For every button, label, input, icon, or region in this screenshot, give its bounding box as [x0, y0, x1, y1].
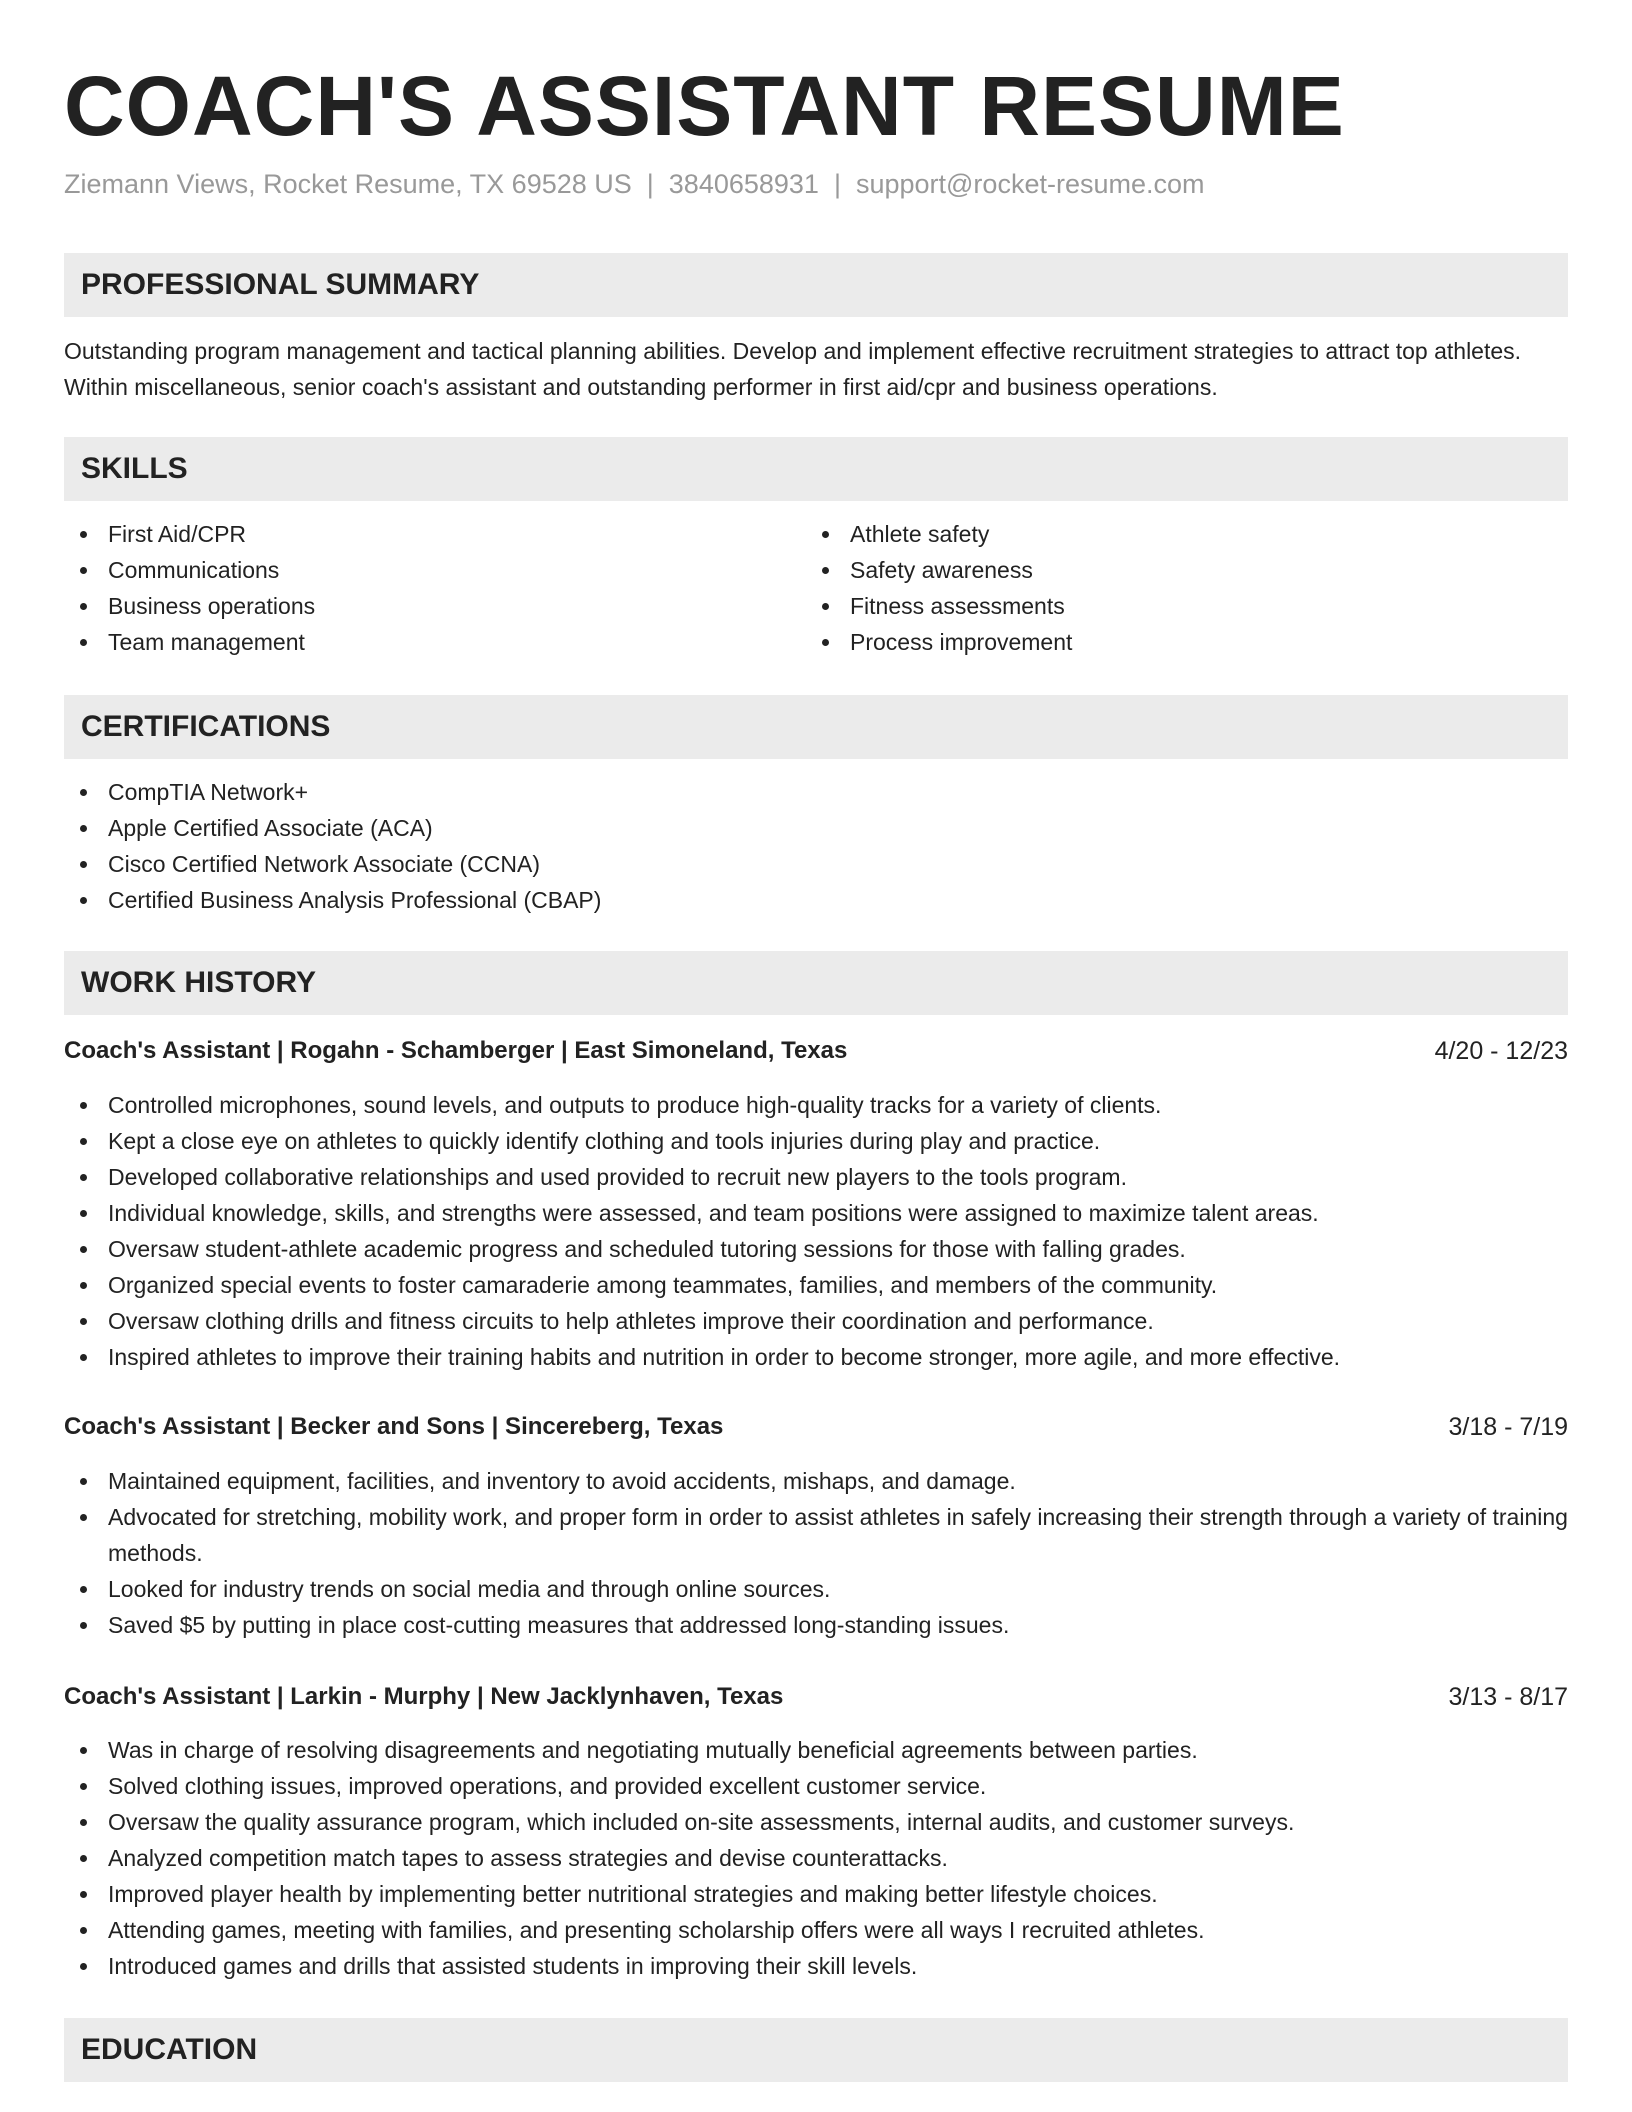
- job-bullet: Introduced games and drills that assisted students in improving their skill levels.: [64, 1948, 1568, 1984]
- job-dates: 3/13 - 8/17: [1448, 1683, 1568, 1711]
- contact-address: Ziemann Views, Rocket Resume, TX 69528 US: [64, 169, 632, 199]
- resume-title: COACH'S ASSISTANT RESUME: [64, 59, 1345, 153]
- section-header-summary: PROFESSIONAL SUMMARY: [64, 253, 1568, 317]
- job-bullet: Oversaw clothing drills and fitness circuits to help athletes improve their coordination and performance.: [64, 1303, 1568, 1339]
- job-bullet: Individual knowledge, skills, and strengths were assessed, and team positions were assigned to maximize talent areas.: [64, 1195, 1568, 1231]
- contact-email: support@rocket-resume.com: [855, 169, 1205, 199]
- job-dates: 4/20 - 12/23: [1434, 1037, 1568, 1065]
- job-bullet: Controlled microphones, sound levels, and outputs to produce high-quality tracks for a variety of clients.: [64, 1087, 1568, 1123]
- contact-line: [64, 166, 1205, 202]
- skill-item: Process improvement: [806, 624, 1506, 660]
- job-bullets: [64, 1463, 1568, 1643]
- skills-list-left: [64, 516, 764, 660]
- job-bullet: Maintained equipment, facilities, and inventory to avoid accidents, mishaps, and damage.: [64, 1463, 1568, 1499]
- job-bullet: Looked for industry trends on social media and through online sources.: [64, 1571, 1568, 1607]
- job-bullet: Solved clothing issues, improved operations, and provided excellent customer service.: [64, 1768, 1568, 1804]
- job-bullet: Was in charge of resolving disagreements and negotiating mutually beneficial agreements between parties.: [64, 1732, 1568, 1768]
- job-bullet: Analyzed competition match tapes to assess strategies and devise counterattacks.: [64, 1840, 1568, 1876]
- section-header-work-history: WORK HISTORY: [64, 951, 1568, 1015]
- skill-item: First Aid/CPR: [64, 516, 764, 552]
- job-bullet: Oversaw the quality assurance program, which included on-site assessments, internal audits, and customer surveys.: [64, 1804, 1568, 1840]
- section-header-skills: SKILLS: [64, 437, 1568, 501]
- certifications-list: [64, 774, 1568, 918]
- job-title: Coach's Assistant | Becker and Sons | Sincereberg, Texas: [64, 1413, 724, 1440]
- skill-item: Athlete safety: [806, 516, 1506, 552]
- skill-item: Fitness assessments: [806, 588, 1506, 624]
- contact-phone: 3840658931: [668, 169, 819, 199]
- job-bullet: Developed collaborative relationships and used provided to recruit new players to the tools program.: [64, 1159, 1568, 1195]
- skill-item: Communications: [64, 552, 764, 588]
- job-dates: 3/18 - 7/19: [1448, 1413, 1568, 1441]
- contact-separator: |: [833, 169, 841, 199]
- contact-separator: |: [646, 169, 654, 199]
- job-bullet: Inspired athletes to improve their training habits and nutrition in order to become stronger, more agile, and more effective.: [64, 1339, 1568, 1375]
- summary-text: Outstanding program management and tactical planning abilities. Develop and implement effective recruitment strategies to attract top athletes. Within miscellaneous, senior coach's assistant and outstanding performer in first aid/cpr and business operations.: [64, 338, 1522, 400]
- job-bullet: Organized special events to foster camaraderie among teammates, families, and members of the community.: [64, 1267, 1568, 1303]
- job-header: [64, 1033, 1568, 1069]
- job-bullet: Saved $5 by putting in place cost-cutting measures that addressed long-standing issues.: [64, 1607, 1568, 1643]
- job-bullet: Kept a close eye on athletes to quickly identify clothing and tools injuries during play and practice.: [64, 1123, 1568, 1159]
- job-bullets: [64, 1732, 1568, 1984]
- job-bullet: Attending games, meeting with families, and presenting scholarship offers were all ways I recruited athletes.: [64, 1912, 1568, 1948]
- skills-list-right: [806, 516, 1506, 660]
- skill-item: Safety awareness: [806, 552, 1506, 588]
- job-bullet: Improved player health by implementing better nutritional strategies and making better lifestyle choices.: [64, 1876, 1568, 1912]
- section-header-education: EDUCATION: [64, 2018, 1568, 2082]
- skill-item: Business operations: [64, 588, 764, 624]
- certification-item: Apple Certified Associate (ACA): [64, 810, 1568, 846]
- job-title: Coach's Assistant | Larkin - Murphy | New Jacklynhaven, Texas: [64, 1683, 784, 1710]
- job-bullet: Advocated for stretching, mobility work, and proper form in order to assist athletes in safely increasing their strength through a variety of training methods.: [64, 1499, 1568, 1571]
- job-title: Coach's Assistant | Rogahn - Schamberger | East Simoneland, Texas: [64, 1037, 848, 1064]
- job-header: [64, 1679, 1568, 1715]
- certification-item: Cisco Certified Network Associate (CCNA): [64, 846, 1568, 882]
- job-bullet: Oversaw student-athlete academic progress and scheduled tutoring sessions for those with falling grades.: [64, 1231, 1568, 1267]
- certification-item: Certified Business Analysis Professional (CBAP): [64, 882, 1568, 918]
- certification-item: CompTIA Network+: [64, 774, 1568, 810]
- job-bullets: [64, 1087, 1568, 1375]
- section-header-certifications: CERTIFICATIONS: [64, 695, 1568, 759]
- job-header: [64, 1409, 1568, 1445]
- skill-item: Team management: [64, 624, 764, 660]
